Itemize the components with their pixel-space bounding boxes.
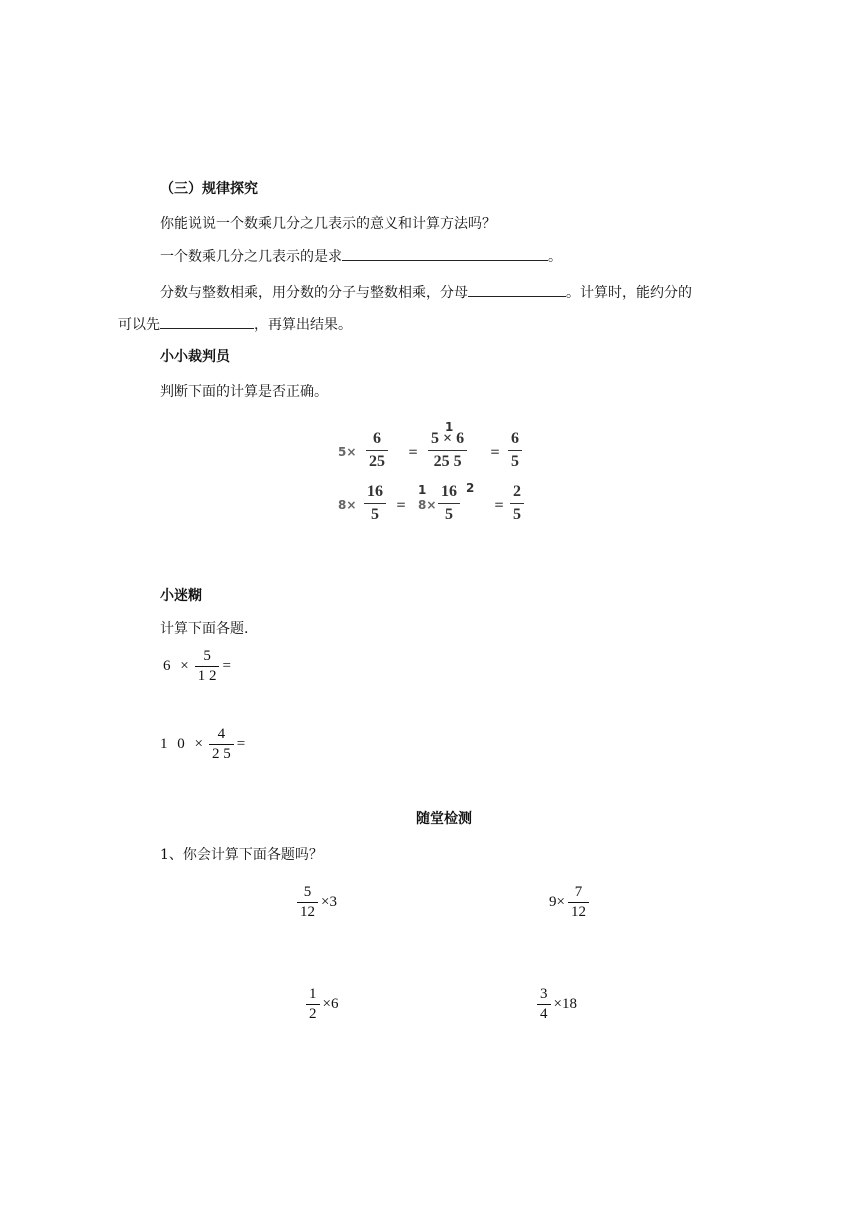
numerator: 3 — [540, 986, 548, 1002]
judge-row2-equals-2: = — [494, 498, 505, 512]
denominator: 25 5 — [433, 453, 462, 470]
judge-row1-equals-1: = — [408, 445, 419, 459]
judge-row2-fraction-3 — [510, 482, 524, 525]
fraction-bar — [510, 503, 524, 504]
fraction-bar — [195, 666, 220, 667]
check-item-1-tail: ×3 — [321, 894, 337, 910]
denominator: 12 — [300, 904, 315, 920]
fraction-bar — [297, 902, 318, 903]
fill-line-1-suffix: 。 — [548, 249, 562, 265]
fraction-bar — [209, 744, 234, 745]
fraction-bar — [366, 450, 388, 451]
numerator: 4 — [217, 726, 226, 742]
check-item-4-fraction — [537, 986, 551, 1023]
denominator: 5 — [371, 506, 379, 523]
numerator: 1 — [309, 986, 317, 1002]
problem-1-equals: = — [222, 658, 231, 674]
fraction-bar — [438, 503, 460, 504]
judge-row1-equals-2: = — [490, 445, 501, 459]
section-question: 你能说说一个数乘几分之几表示的意义和计算方法吗？ — [160, 216, 496, 232]
mistake-problem-2 — [160, 726, 245, 763]
check-item-2 — [549, 884, 589, 921]
answer-blank-1[interactable] — [342, 246, 548, 261]
check-item-2-lead: 9× — [549, 894, 565, 910]
judge-row2-cancel-mark-1: 1 — [418, 483, 427, 497]
numerator: 5 — [203, 648, 211, 664]
check-item-1 — [297, 884, 337, 921]
mistake-problem-1 — [163, 648, 231, 685]
section-title: （三）规律探究 — [160, 181, 258, 197]
judge-row1-cancel-mark: 1 — [445, 420, 454, 434]
denominator: 25 — [369, 453, 385, 470]
mistake-title: 小迷糊 — [160, 588, 202, 604]
fill-line-3-suffix: ，再算出结果。 — [254, 317, 352, 333]
judge-row2-equals-1: = — [396, 498, 407, 512]
check-item-3-fraction — [306, 986, 320, 1023]
judge-row1-multiplier: 5× — [338, 445, 357, 459]
denominator: 5 — [511, 453, 519, 470]
check-item-4 — [537, 986, 577, 1023]
judge-row1-fraction-3 — [508, 429, 522, 472]
numerator: 2 — [513, 483, 521, 500]
check-item-3-tail: ×6 — [322, 996, 339, 1012]
fill-line-1-prefix: 一个数乘几分之几表示的是求 — [160, 249, 342, 265]
problem-1-fraction — [195, 648, 220, 685]
fill-line-2-prefix: 分数与整数相乘，用分数的分子与整数相乘，分母 — [160, 285, 468, 301]
check-item-2-fraction — [568, 884, 589, 921]
denominator: 5 — [445, 506, 453, 523]
answer-blank-3[interactable] — [160, 314, 254, 329]
denominator: 2 5 — [211, 746, 231, 762]
numerator: 16 — [367, 483, 383, 500]
numerator: 6 — [511, 430, 519, 447]
judge-instruction: 判断下面的计算是否正确。 — [160, 384, 328, 400]
denominator: 4 — [540, 1006, 548, 1022]
problem-2-equals: = — [236, 736, 246, 752]
judge-row2-multiplier-2: 8× — [418, 498, 437, 512]
mistake-instruction: 计算下面各题. — [160, 621, 249, 637]
fraction-bar — [537, 1004, 551, 1005]
problem-1-multiplier: 6 × — [163, 658, 192, 674]
fraction-bar — [306, 1004, 320, 1005]
judge-row2-fraction-2 — [438, 482, 460, 525]
denominator: 5 — [513, 506, 521, 523]
fraction-bar — [508, 450, 522, 451]
denominator: 1 2 — [197, 668, 217, 684]
numerator: 7 — [574, 884, 583, 900]
fill-line-3-prefix: 可以先 — [118, 317, 160, 333]
check-item-3 — [306, 986, 338, 1023]
denominator: 12 — [570, 904, 586, 920]
fill-line-1 — [160, 246, 562, 267]
fill-line-3 — [118, 314, 352, 335]
judge-calculation-image — [334, 420, 544, 530]
judge-row1-fraction-1 — [366, 429, 388, 472]
numerator: 6 — [373, 430, 381, 447]
problem-2-fraction — [209, 726, 234, 763]
fill-line-2-suffix: 。计算时，能约分的 — [566, 285, 692, 301]
check-item-4-tail: ×18 — [553, 996, 577, 1012]
judge-row2-multiplier: 8× — [338, 498, 357, 512]
problem-2-multiplier: 1 0 × — [160, 736, 206, 752]
numerator: 5 × 6 — [431, 430, 465, 447]
judge-title: 小小裁判员 — [160, 349, 230, 365]
answer-blank-2[interactable] — [468, 282, 566, 297]
check-question-1: 1、你会计算下面各题吗？ — [160, 847, 323, 863]
fraction-bar — [568, 902, 589, 903]
check-title: 随堂检测 — [416, 811, 472, 827]
fraction-bar — [428, 450, 467, 451]
judge-row1-fraction-2 — [428, 429, 467, 472]
denominator: 2 — [309, 1006, 317, 1022]
fraction-bar — [364, 503, 386, 504]
fill-line-2 — [160, 282, 692, 303]
numerator: 16 — [441, 483, 457, 500]
check-item-1-fraction — [297, 884, 318, 921]
numerator: 5 — [303, 884, 312, 900]
judge-row2-fraction-1 — [364, 482, 386, 525]
judge-row2-cancel-mark-2: 2 — [466, 481, 475, 495]
